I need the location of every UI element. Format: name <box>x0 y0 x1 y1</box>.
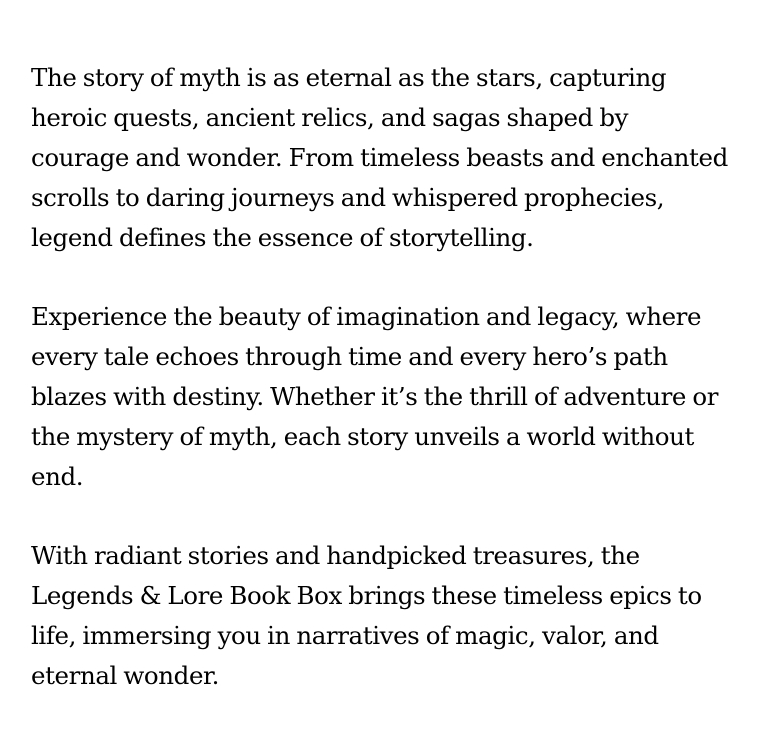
paragraph-imagination-legacy: Experience the beauty of imagination and legacy, where every tale echoes through time and every hero’s path blazes with destiny. Whether it’s the thrill of adventure or the mystery of myth, each story unveils a world without end. <box>31 302 719 491</box>
description-text-block <box>31 58 731 696</box>
paragraph-book-box: With radiant stories and handpicked treasures, the Legends & Lore Book Box brings these timeless epics to life, immersing you in narratives of magic, valor, and eternal wonder. <box>31 541 702 690</box>
paragraph-myth-intro: The story of myth is as eternal as the stars, capturing heroic quests, ancient relics, and sagas shaped by courage and wonder. From timeless beasts and enchanted scrolls to daring journeys and whispered prophecies, legend defines the essence of storytelling. <box>31 63 728 252</box>
